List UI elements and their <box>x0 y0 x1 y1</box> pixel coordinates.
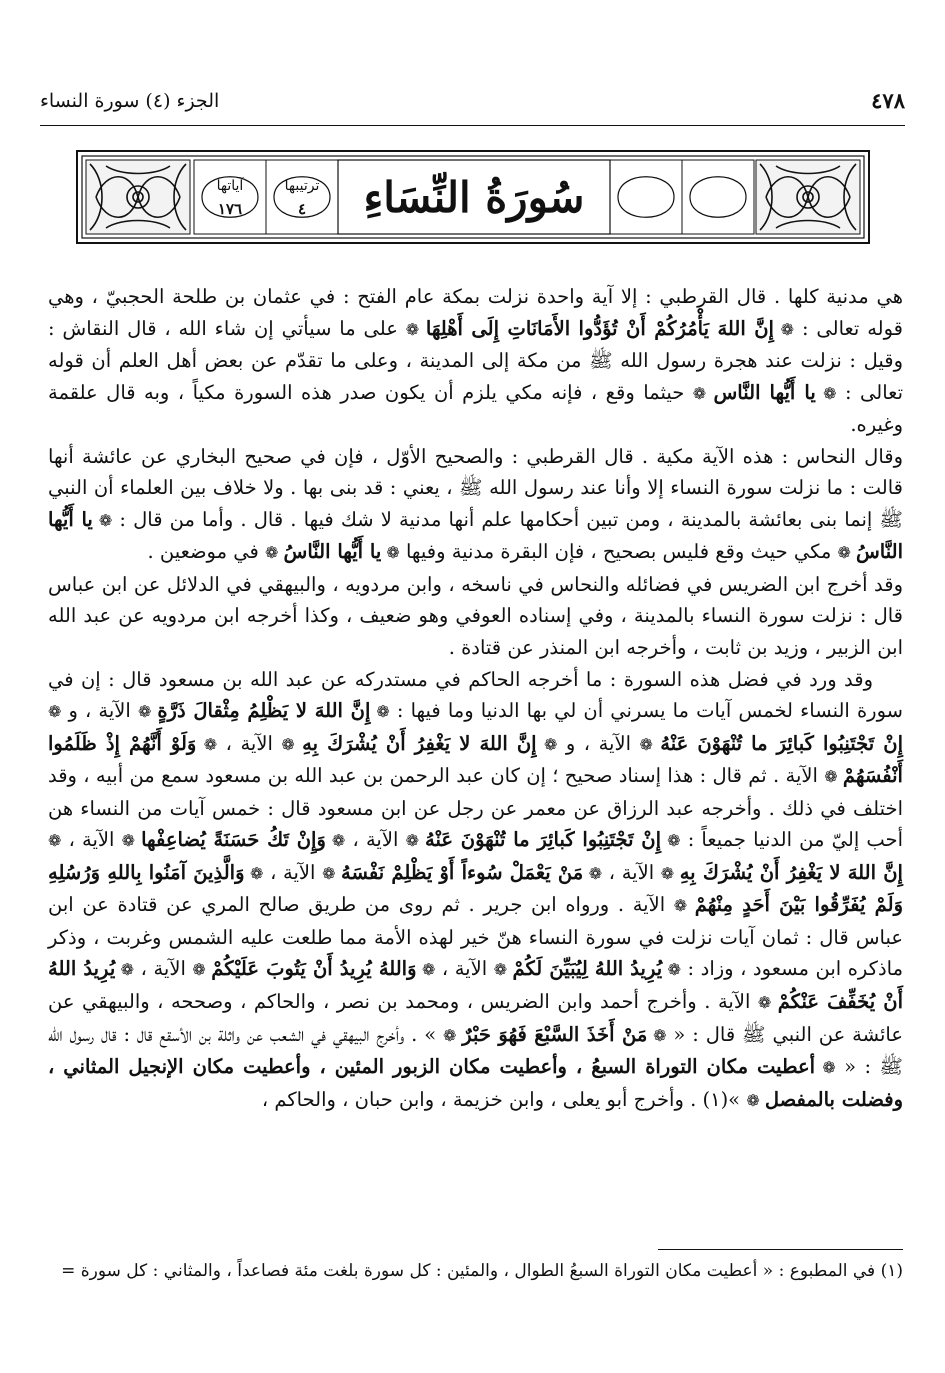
quote-ornament-icon: ❁ <box>192 960 212 980</box>
page-number: ٤٧٨ <box>871 88 905 113</box>
prose-run: وقال النحاس : هذه الآية مكية . قال القرطبي : والصحيح الأوّل ، فإن في صحيح البخاري عن عائشة أنها قالت : ما نزلت سورة النساء إلا وأنا عند رسول الله ﷺ ، يعني : قد بنى بها . ولا خلاف بين العلماء أن النبي ﷺ إنما بنى بعائشة بالمدينة ، ومن تبين أحكامها علم أنها مدنية لا شك فيها . قال . وأما من قال : <box>48 444 903 531</box>
verse-text: يُرِيدُ اللهُ لِيُبَيِّنَ لَكُمْ <box>512 957 663 981</box>
quote-ornament-icon: ❁ <box>824 767 843 787</box>
prose-run: حيثما وقع ، فإنه مكي يلزم أن يكون صدر هذه السورة مكياً ، وبه قال علقمة وغيره. <box>48 380 903 437</box>
quran-quote <box>443 1023 666 1046</box>
quote-ornament-icon: ❁ <box>244 863 264 883</box>
verse-text: يا أَيُّها النَّاسُ <box>48 507 903 564</box>
quote-ornament-icon: ❁ <box>121 831 142 851</box>
quote-ornament-icon: ❁ <box>405 831 426 851</box>
commentary-paragraph <box>48 281 903 441</box>
quote-ornament-icon: ❁ <box>773 319 795 339</box>
quote-ornament-icon: ❁ <box>196 734 218 754</box>
quote-ornament-icon: ❁ <box>647 1025 667 1045</box>
prose-run: وقد ورد في فضل هذه السورة : ما أخرجه الحاكم في مستدركه عن عبد الله بن مسعود قال : إن في سورة النساء لخمس آيات ما يسرني أن لي بها الدنيا وما فيها : <box>48 667 903 723</box>
order-value: ٤ <box>297 200 307 218</box>
verse-text: يا أَيُّها النَّاس <box>713 380 816 404</box>
prose-run: الآية ، <box>217 731 282 755</box>
prose-run: الآية . وأخرج أحمد وابن الضريس ، ومحمد بن نصر ، والحاكم ، وصححه ، والبيهقي عن عائشة عن النبي ﷺ قال : « <box>48 990 904 1046</box>
quran-quote <box>281 732 557 755</box>
quran-quote <box>406 828 681 851</box>
quote-ornament-icon: ❁ <box>536 734 558 754</box>
prose-run: الآية ، و <box>61 699 138 723</box>
verse-text: إِنْ تَجْتَنِبُوا كَبائِرَ ما تُنْهَوْنَ عَنْهُ <box>425 828 662 852</box>
quote-ornament-icon: ❁ <box>661 831 681 851</box>
prose-run: وقد أخرج ابن الضريس في فضائله والنحاس في ناسخه ، وابن مردويه ، والبيهقي في الدلائل عن ابن عباس قال : نزلت سورة النساء بالمدينة ، وفي إسناده العوفي وهو ضعيف ، وكذا أخرجه ابن مردويه عن عبد الله ابن الزبير ، وزيد بن ثابت ، وأخرجه ابن المنذر عن قتادة . <box>48 572 903 660</box>
verse-text: إِنَّ اللهَ لا يَظْلِمُ مِثْقالَ ذَرَّةٍ <box>157 699 371 723</box>
quran-quote <box>122 828 346 851</box>
prose-run: » . وأخرج البيهقي في الشعب عن واثلة بن الأسقع قال : قال رسول الله ﷺ : « <box>48 1022 903 1079</box>
verse-text: أعطيت مكان التوراة السبعُ ، وأعطيت مكان الزبور المئين ، وأعطيت مكان الإنجيل المثاني ، وفضلت بالمفصل <box>48 1055 903 1111</box>
commentary-paragraph <box>48 664 903 1117</box>
quote-ornament-icon: ❁ <box>416 960 436 980</box>
surah-name: سُورَةُ النِّسَاءِ <box>363 173 585 222</box>
prose-run: الآية ، <box>602 860 661 884</box>
verse-text: وَاللهُ يُرِيدُ أَنْ يَتُوبَ عَلَيْكُمْ <box>211 957 417 981</box>
quran-quote <box>192 957 435 980</box>
quote-ornament-icon: ❁ <box>660 863 680 883</box>
verse-text: إِنَّ اللهَ لا يَغْفِرُ أَنْ يُشْرَكَ بِهِ <box>302 731 537 755</box>
prose-run: الآية ، <box>345 828 406 852</box>
prose-run: »(١) . وأخرج أبو يعلى ، وابن خزيمة ، وابن حبان ، والحاكم ، <box>261 1087 747 1111</box>
quote-ornament-icon: ❁ <box>757 993 778 1013</box>
left-arabesque-ornament <box>86 160 190 234</box>
prose-run: الآية ، <box>134 957 193 981</box>
verses-label: آياتها <box>216 178 244 194</box>
quran-quote <box>494 957 681 980</box>
quran-quote <box>406 317 794 340</box>
verse-text: وَإِنْ تَكُ حَسَنَةً يُضاعِفْها <box>141 828 326 852</box>
quran-quote <box>693 381 837 404</box>
quote-ornament-icon: ❁ <box>115 960 135 980</box>
verse-text: إِنْ تَجْتَنِبُوا كَبائِرَ ما تُنْهَوْنَ عَنْهُ <box>660 731 903 755</box>
quote-ornament-icon: ❁ <box>493 960 513 980</box>
verse-text: إِنَّ اللهَ لا يَغْفِرُ أَنْ يُشْرَكَ بِهِ <box>679 860 903 884</box>
prose-run: الآية ، و <box>557 731 640 755</box>
footnote: (١) في المطبوع : « أعطيت مكان التوراة السبعُ الطوال ، والمئين : كل سورة بلغت مئة فصاعداً ، والمثاني : كل سورة = <box>61 1261 903 1281</box>
quote-ornament-icon: ❁ <box>692 383 714 403</box>
quote-ornament-icon: ❁ <box>815 1058 836 1078</box>
verse-text: يا أَيُّها النَّاسُ <box>283 540 382 564</box>
prose-run: الآية ، <box>61 828 122 852</box>
quote-ornament-icon: ❁ <box>322 863 342 883</box>
quote-ornament-icon: ❁ <box>639 734 661 754</box>
running-title: الجزء (٤) سورة النساء <box>40 90 220 112</box>
verses-value: ١٧٦ <box>217 200 243 218</box>
verse-text: وَلَوْ أَنَّهُمْ إِذْ ظَلَمُوا أَنْفُسَهُمْ <box>48 731 903 788</box>
prose-run: الآية . ثم قال : هذا إسناد صحيح ؛ إن كان عبد الرحمن بن عبد الله بن مسعود سمع من أبيه ، وقد اختلف في ذلك . وأخرجه عبد الرزاق عن معمر عن رجل عن ابن مسعود قال : خمس آيات من النساء هن أحب إليّ من الدنيا جميعاً : <box>48 764 904 852</box>
quote-ornament-icon: ❁ <box>673 896 695 916</box>
quote-ornament-icon: ❁ <box>48 831 62 851</box>
quote-ornament-icon: ❁ <box>405 319 426 339</box>
prose-run: في موضعين . <box>147 540 266 564</box>
surah-title-banner <box>76 150 870 244</box>
quote-ornament-icon: ❁ <box>583 863 603 883</box>
quote-ornament-icon: ❁ <box>662 960 681 980</box>
quote-ornament-icon: ❁ <box>381 543 400 563</box>
quote-ornament-icon: ❁ <box>48 702 62 722</box>
verse-text: مَنْ يَعْمَلْ سُوءاً أَوْ يَظْلِمْ نَفْسَهُ <box>341 860 584 884</box>
quote-ornament-icon: ❁ <box>325 831 346 851</box>
verse-text: إِنَّ اللهَ يَأْمُرُكُمْ أَنْ تُؤَدُّوا الأَمَانَاتِ إِلَى أَهْلِهَا <box>425 316 774 340</box>
header-rule <box>40 125 905 126</box>
commentary-text <box>48 281 903 1116</box>
prose-run: مكي حيث وقع فليس بصحيح ، فإن البقرة مدنية وفيها <box>399 540 838 564</box>
commentary-paragraph <box>48 569 903 664</box>
footnote-rule <box>658 1249 903 1250</box>
quran-quote <box>322 861 602 884</box>
order-label: ترتيبها <box>284 178 320 194</box>
prose-run: الآية ، <box>263 860 323 884</box>
prose-run: الآية ، <box>435 957 494 981</box>
quote-ornament-icon: ❁ <box>137 702 158 722</box>
prose-run: على ما سيأتي إن شاء الله ، قال النقاش : وقيل : نزلت عند هجرة رسول الله ﷺ من مكة إلى المدينة ، وعلى ما تقدّم عن بعض أهل العلم أن قوله تعالى : <box>48 316 903 404</box>
verse-text: وَالَّذِينَ آمَنُوا بِاللهِ وَرُسُلِهِ وَلَمْ يُفَرِّقُوا بَيْنَ أَحَدٍ مِنْهُمْ <box>48 860 903 917</box>
right-arabesque-ornament <box>756 160 860 234</box>
quote-ornament-icon: ❁ <box>281 734 303 754</box>
quote-ornament-icon: ❁ <box>746 1090 765 1110</box>
page-header <box>40 88 905 122</box>
quote-ornament-icon: ❁ <box>265 543 284 563</box>
verse-text: يُرِيدُ اللهُ أَنْ يُخَفِّفَ عَنْكُمْ <box>48 957 903 1014</box>
commentary-paragraph <box>48 441 903 569</box>
quran-quote <box>265 540 400 563</box>
quote-ornament-icon: ❁ <box>837 543 856 563</box>
quote-ornament-icon: ❁ <box>370 702 390 722</box>
prose-run: الآية . ورواه ابن جرير . ثم روى من طريق صالح المري عن قتادة عن ابن عباس قال : ثمان آيات نزلت في سورة النساء هنّ خير لهذه الأمة مما طلعت عليه الشمس وغربت ، وذكر ماذكره ابن مسعود ، وزاد : <box>48 893 904 981</box>
prose-run: هي مدنية كلها . قال القرطبي : إلا آية واحدة نزلت بمكة عام الفتح : في عثمان بن طلحة الحجبيّ ، وهي قوله تعالى : <box>48 285 903 340</box>
quote-ornament-icon: ❁ <box>815 383 837 403</box>
quote-ornament-icon: ❁ <box>92 510 113 530</box>
quote-ornament-icon: ❁ <box>443 1025 463 1045</box>
quran-quote <box>138 699 390 722</box>
verse-text: مَنْ أَخَذَ السَّبْعَ فَهُوَ حَبْرٌ <box>462 1022 648 1046</box>
surah-banner-frame <box>76 150 870 244</box>
